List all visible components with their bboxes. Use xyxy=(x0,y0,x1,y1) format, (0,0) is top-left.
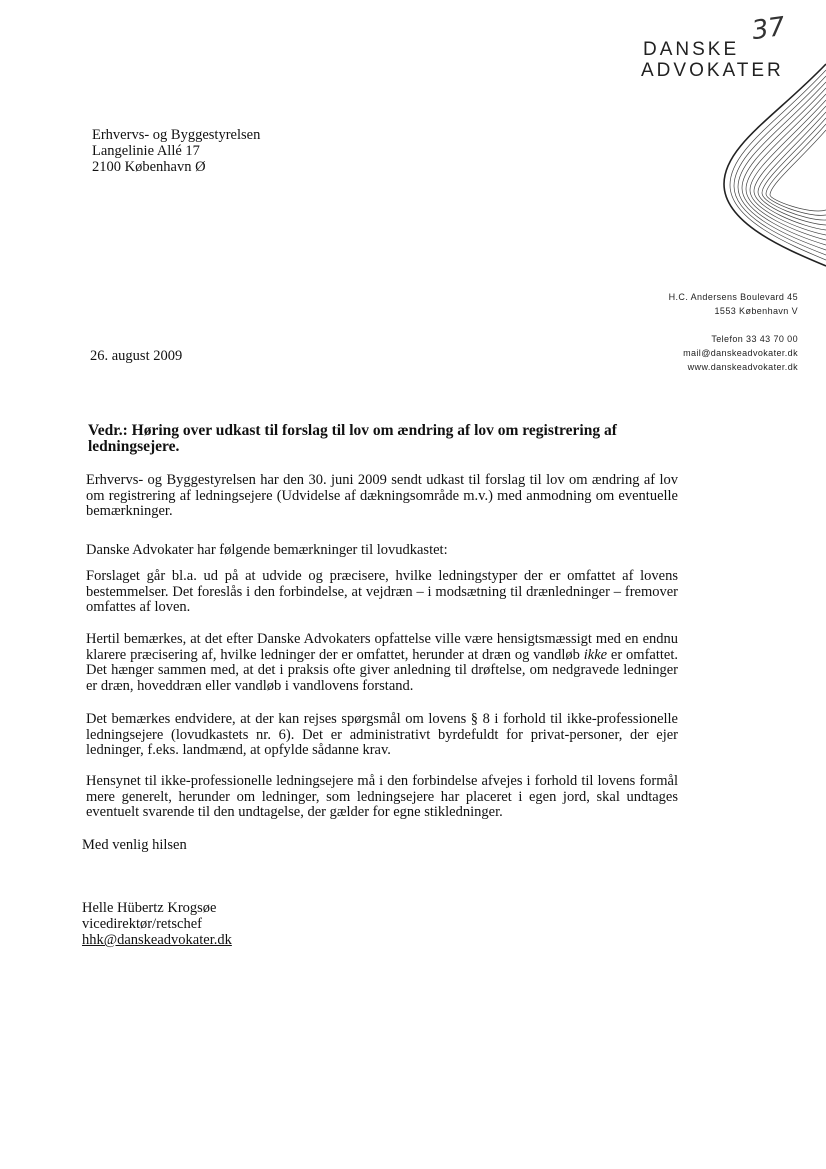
signature-name: Helle Hübertz Krogsøe xyxy=(82,900,217,916)
sender-web[interactable]: www.danskeadvokater.dk xyxy=(687,362,798,372)
body-paragraph-6: Hensynet til ikke-professionelle ledningsejere må i den forbindelse afvejes i forhold til lovens formål mere generelt, herunder om ledninger, som ledningsejere har placeret i egen jord, skal undtages eventuelt svarende til den undtagelse, der gælder for egne stikledninger. xyxy=(86,773,678,820)
recipient-address xyxy=(92,127,260,175)
body-paragraph-4-emphasis: ikke xyxy=(583,646,608,663)
recipient-line-2: Langelinie Allé 17 xyxy=(92,143,200,159)
sender-contact xyxy=(683,332,798,374)
body-paragraph-4 xyxy=(86,632,678,694)
body-paragraph-2: Danske Advokater har følgende bemærkninger til lovudkastet: xyxy=(86,542,448,558)
sender-city: 1553 København V xyxy=(714,306,798,316)
body-paragraph-5: Det bemærkes endvidere, at der kan rejses spørgsmål om lovens § 8 i forhold til ikke-professionelle ledningsejere (lovudkastets nr. 6). Det er administrativt byrdefuldt for privat-personer, der ejer ledninger, f.eks. landmænd, at opfylde sådanne krav. xyxy=(86,711,678,758)
letter-date: 26. august 2009 xyxy=(90,348,183,364)
body-paragraph-4-part-a: Hertil bemærkes, at det efter Danske Advokaters opfattelse ville være hensigtsmæssigt med en endnu klarere præcisering af, hvilke ledninger der er omfattet, herunder at dræn og vandløb xyxy=(86,631,678,663)
closing-greeting: Med venlig hilsen xyxy=(82,837,187,853)
signature-title: vicedirektør/retschef xyxy=(82,916,202,932)
recipient-line-1: Erhvervs- og Byggestyrelsen xyxy=(92,127,261,143)
body-paragraph-3: Forslaget går bl.a. ud på at udvide og præcisere, hvilke ledningstyper der er omfattet af lovens bestemmelser. Det foreslås i den forbindelse, at vejdræn – i modsætning til drænledninger – fremover omfattes af loven. xyxy=(86,568,678,615)
body-paragraph-4-part-b: er omfattet. Det hænger sammen med, at det i praksis ofte giver anledning til drøftelse, om nedgravede ledninger er dræn, hoveddræn eller vandløb i vandlovens forstand. xyxy=(86,646,678,694)
sender-street: H.C. Andersens Boulevard 45 xyxy=(668,292,798,302)
logo-text-danske: DANSKE xyxy=(643,39,740,60)
body-paragraph-1: Erhvervs- og Byggestyrelsen har den 30. juni 2009 sendt udkast til forslag til lov om ændring af lov om registrering af ledningsejere (Udvidelse af dækningsområde m.v.) med anmodning om eventuelle bemærkninger. xyxy=(86,472,678,519)
sender-address xyxy=(669,290,798,318)
letter-subject: Vedr.: Høring over udkast til forslag til lov om ændring af lov om registrering af ledningsejere. xyxy=(88,422,617,455)
logo-text-advokater: ADVOKATER xyxy=(641,60,784,81)
recipient-line-3: 2100 København Ø xyxy=(92,159,206,175)
signature-block xyxy=(82,900,232,948)
sender-phone: Telefon 33 43 70 00 xyxy=(711,334,798,344)
logo-swoosh-icon xyxy=(700,60,826,275)
sender-email[interactable]: mail@danskeadvokater.dk xyxy=(683,348,798,358)
signature-email-link[interactable]: hhk@danskeadvokater.dk xyxy=(82,932,232,948)
handwritten-page-number: 37 xyxy=(750,11,788,47)
